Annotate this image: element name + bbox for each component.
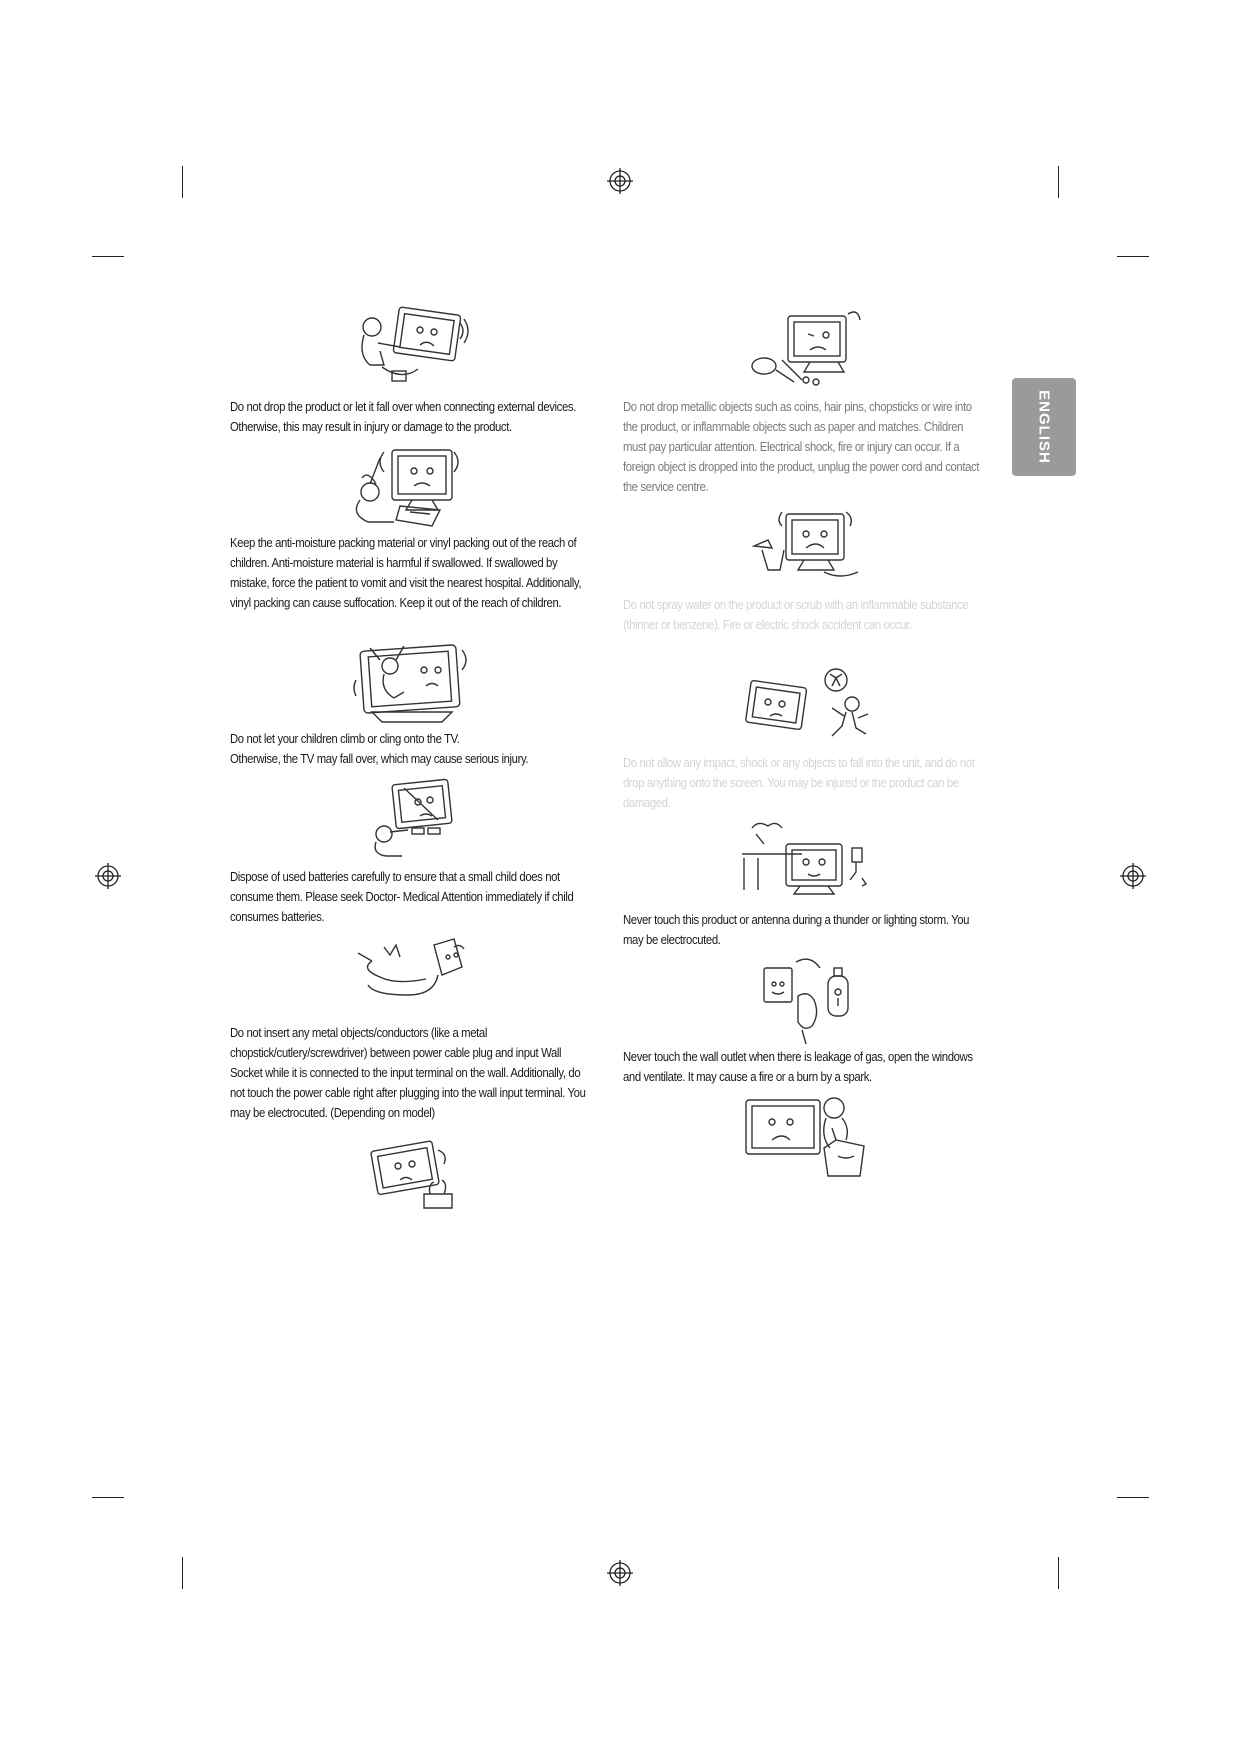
left-paragraph-2 xyxy=(230,533,591,613)
right-paragraph-5 xyxy=(623,1047,984,1087)
left-paragraph-3-line-1: Do not let your children climb or cling onto the TV. xyxy=(230,731,460,746)
right-paragraph-3 xyxy=(623,753,984,813)
language-tab xyxy=(1012,378,1076,476)
right-paragraph-3-text: Do not allow any impact, shock or any objects to fall into the unit, and do not drop anything onto the screen. You may be injured or the product can be damaged. xyxy=(623,755,975,810)
crop-mark-top-left-horizontal xyxy=(92,256,124,257)
left-paragraph-3 xyxy=(230,729,591,769)
illustration-tv-fall-child xyxy=(352,305,472,387)
left-paragraph-5-text: Do not insert any metal objects/conductors (like a metal chopstick/cutlery/screwdriver) between power cable plug and input Wall Socket while it is connected to the input terminal on the wall. Additionally, do not touch the power cable right after plugging into the wall input terminal. You may be electrocuted. (Depending on model) xyxy=(230,1025,586,1120)
left-paragraph-3-line-2: Otherwise, the TV may fall over, which may cause serious injury. xyxy=(230,751,529,766)
crop-mark-bottom-right-horizontal xyxy=(1117,1497,1149,1498)
registration-mark-right-icon xyxy=(1120,863,1146,889)
illustration-spray-water-tv xyxy=(744,506,864,588)
left-paragraph-4-text: Dispose of used batteries carefully to ensure that a small child does not consume them. Please seek Doctor- Medical Attention immediately if child consumes batteries. xyxy=(230,869,574,924)
crop-mark-top-left-vertical xyxy=(182,166,183,198)
left-paragraph-4 xyxy=(230,867,591,927)
illustration-plug-metal-object xyxy=(354,935,470,1011)
crop-mark-bottom-left-vertical xyxy=(182,1557,183,1589)
left-paragraph-1 xyxy=(230,397,591,437)
illustration-tv-moving-box xyxy=(742,1092,870,1178)
right-paragraph-1 xyxy=(623,397,984,497)
right-paragraph-4 xyxy=(623,910,984,950)
illustration-child-batteries xyxy=(366,776,462,860)
illustration-thunderstorm-tv xyxy=(738,818,872,902)
left-paragraph-2-text: Keep the anti-moisture packing material or vinyl packing out of the reach of children. Anti-moisture material is harmful if swallowed. If swallowed by mistake, force the patient to vomit and visit the nearest hospital. Additionally, vinyl packing can cause suffocation. Keep it out of the reach of children. xyxy=(230,535,582,610)
left-paragraph-1-text: Do not drop the product or let it fall over when connecting external devices. Otherwise, this may result in injury or damage to the product. xyxy=(230,399,576,434)
crop-mark-bottom-left-horizontal xyxy=(92,1497,124,1498)
illustration-tv-liquid-container xyxy=(364,1136,466,1212)
illustration-packing-child xyxy=(340,444,480,532)
right-paragraph-2-text: Do not spray water on the product or scrub with an inflammable substance (thinner or benzene). Fire or electric shock accident can occur. xyxy=(623,597,969,632)
right-paragraph-1-text: Do not drop metallic objects such as coins, hair pins, chopsticks or wire into the product, or inflammable objects such as paper and matches. Children must pay particular attention. Electrical shock, fire or injury can occur. If a foreign object is dropped into the product, unplug the power cord and contact the service centre. xyxy=(623,399,980,494)
language-tab-label: ENGLISH xyxy=(1035,390,1053,464)
right-paragraph-2 xyxy=(623,595,984,635)
crop-mark-bottom-right-vertical xyxy=(1058,1557,1059,1589)
registration-mark-top-icon xyxy=(607,168,633,194)
registration-mark-left-icon xyxy=(95,863,121,889)
right-paragraph-4-text: Never touch this product or antenna during a thunder or lighting storm. You may be electrocuted. xyxy=(623,912,970,947)
illustration-gas-leak-outlet xyxy=(758,956,858,1044)
illustration-child-climbing-tv xyxy=(350,640,476,728)
crop-mark-top-right-horizontal xyxy=(1117,256,1149,257)
illustration-ball-impact-tv xyxy=(740,666,872,744)
crop-mark-top-right-vertical xyxy=(1058,166,1059,198)
illustration-tv-metallic-objects xyxy=(748,306,864,390)
left-paragraph-5 xyxy=(230,1023,591,1123)
registration-mark-bottom-icon xyxy=(607,1560,633,1586)
right-paragraph-5-text: Never touch the wall outlet when there is leakage of gas, open the windows and ventilate. It may cause a fire or a burn by a spark. xyxy=(623,1049,973,1084)
